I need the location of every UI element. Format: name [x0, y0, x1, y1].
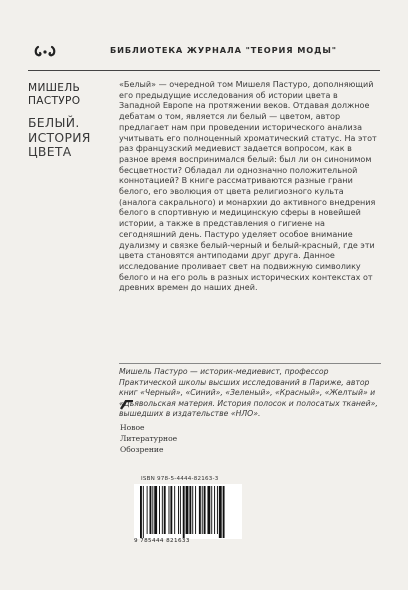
barcode-bar: [152, 486, 153, 534]
barcode-bar: [154, 486, 157, 534]
publisher-line: Обозрение: [120, 445, 164, 454]
barcode-bar: [178, 486, 179, 534]
barcode-bar: [169, 486, 170, 534]
barcode-bar: [211, 486, 212, 534]
publisher-mark-icon: [120, 380, 140, 406]
barcode-bar: [147, 486, 148, 534]
book-annotation: «Белый» — очередной том Мишеля Пастуро, дополняющий его предыдущие исследования об истории цвета в Западной Европе на протяжении веков. Отдавая должное дебатам о том, является ли белый — цветом, автор предлагает нам при проведении исторического анализа учитывать его полноценный хроматический статус. На этот раз французский медиевист задается вопросом, как в разное время воспринимался белый: был ли он синонимом бесцветности? Обладал ли однозначно положительной коннотацией? В книге рассматриваются разные грани белого, его эволюция от цвета религиозного культа (аналога сакрального) и монархии до активного внедрения белого в спортивную и медицинскую сферы в новейшей истории, а также в представления о гигиене на сегодняшний день. Пастуро уделяет особое внимание дуализму и связке белый-черный и белый-красный, где эти цвета становятся антиподами друг друга. Данное исследование проливает свет на подвижную символику белого и на его роль в разных исторических контекстах от древних времен до наших дней.: [119, 80, 377, 293]
isbn-label: ISBN 978-5-4444-82163-3: [141, 476, 219, 482]
author-name: МИШЕЛЬ ПАСТУРО: [28, 82, 81, 107]
middle-divider: [119, 363, 381, 364]
barcode-bar: [170, 486, 172, 534]
barcode-bar: [150, 486, 152, 534]
barcode-bar: [180, 486, 181, 534]
barcode-bar: [186, 486, 189, 534]
barcode-bar: [207, 486, 210, 534]
barcode-bar: [183, 486, 185, 538]
book-title-line: ЦВЕТА: [28, 144, 72, 159]
barcode-bar: [202, 486, 203, 534]
curly-bracket-logo-icon: [34, 43, 56, 59]
barcode-bar: [140, 486, 142, 538]
book-title-line: БЕЛЫЙ.: [28, 115, 80, 130]
series-title: БИБЛИОТЕКА ЖУРНАЛА "ТЕОРИЯ МОДЫ": [110, 45, 337, 55]
barcode-bar: [214, 486, 215, 534]
barcode-bar: [223, 486, 225, 538]
top-divider: [28, 70, 380, 71]
barcode-bar: [164, 486, 166, 534]
barcode-bar: [204, 486, 206, 534]
book-title-line: ИСТОРИЯ: [28, 129, 91, 145]
barcode-bar: [217, 486, 218, 534]
publisher-line: Литературное: [120, 434, 178, 443]
barcode-bar: [143, 486, 144, 538]
barcode-bar: [219, 486, 222, 538]
book-title: [28, 116, 113, 160]
series-header: [0, 35, 408, 67]
barcode-icon: [134, 484, 242, 539]
barcode-bar: [199, 486, 201, 534]
publisher-name: [120, 422, 240, 455]
barcode-digits: 9 785444 821633: [134, 538, 190, 544]
publisher-line: Новое: [120, 423, 145, 432]
barcode-bar: [174, 486, 175, 534]
barcode-bar: [195, 486, 196, 534]
about-author: Мишель Пастуро — историк-медиевист, профессор Практической школы высших исследований в Париже, автор книг «Черный», «Синий», «Зеленый», «Красный», «Желтый» и «Дьявольская материя. История полосок и полосатых тканей», вышедших в издательстве «НЛО».: [119, 367, 378, 418]
barcode-bar: [162, 486, 163, 534]
barcode-bar: [159, 486, 160, 534]
barcode-bar: [192, 486, 193, 534]
barcode-bar: [189, 486, 191, 534]
